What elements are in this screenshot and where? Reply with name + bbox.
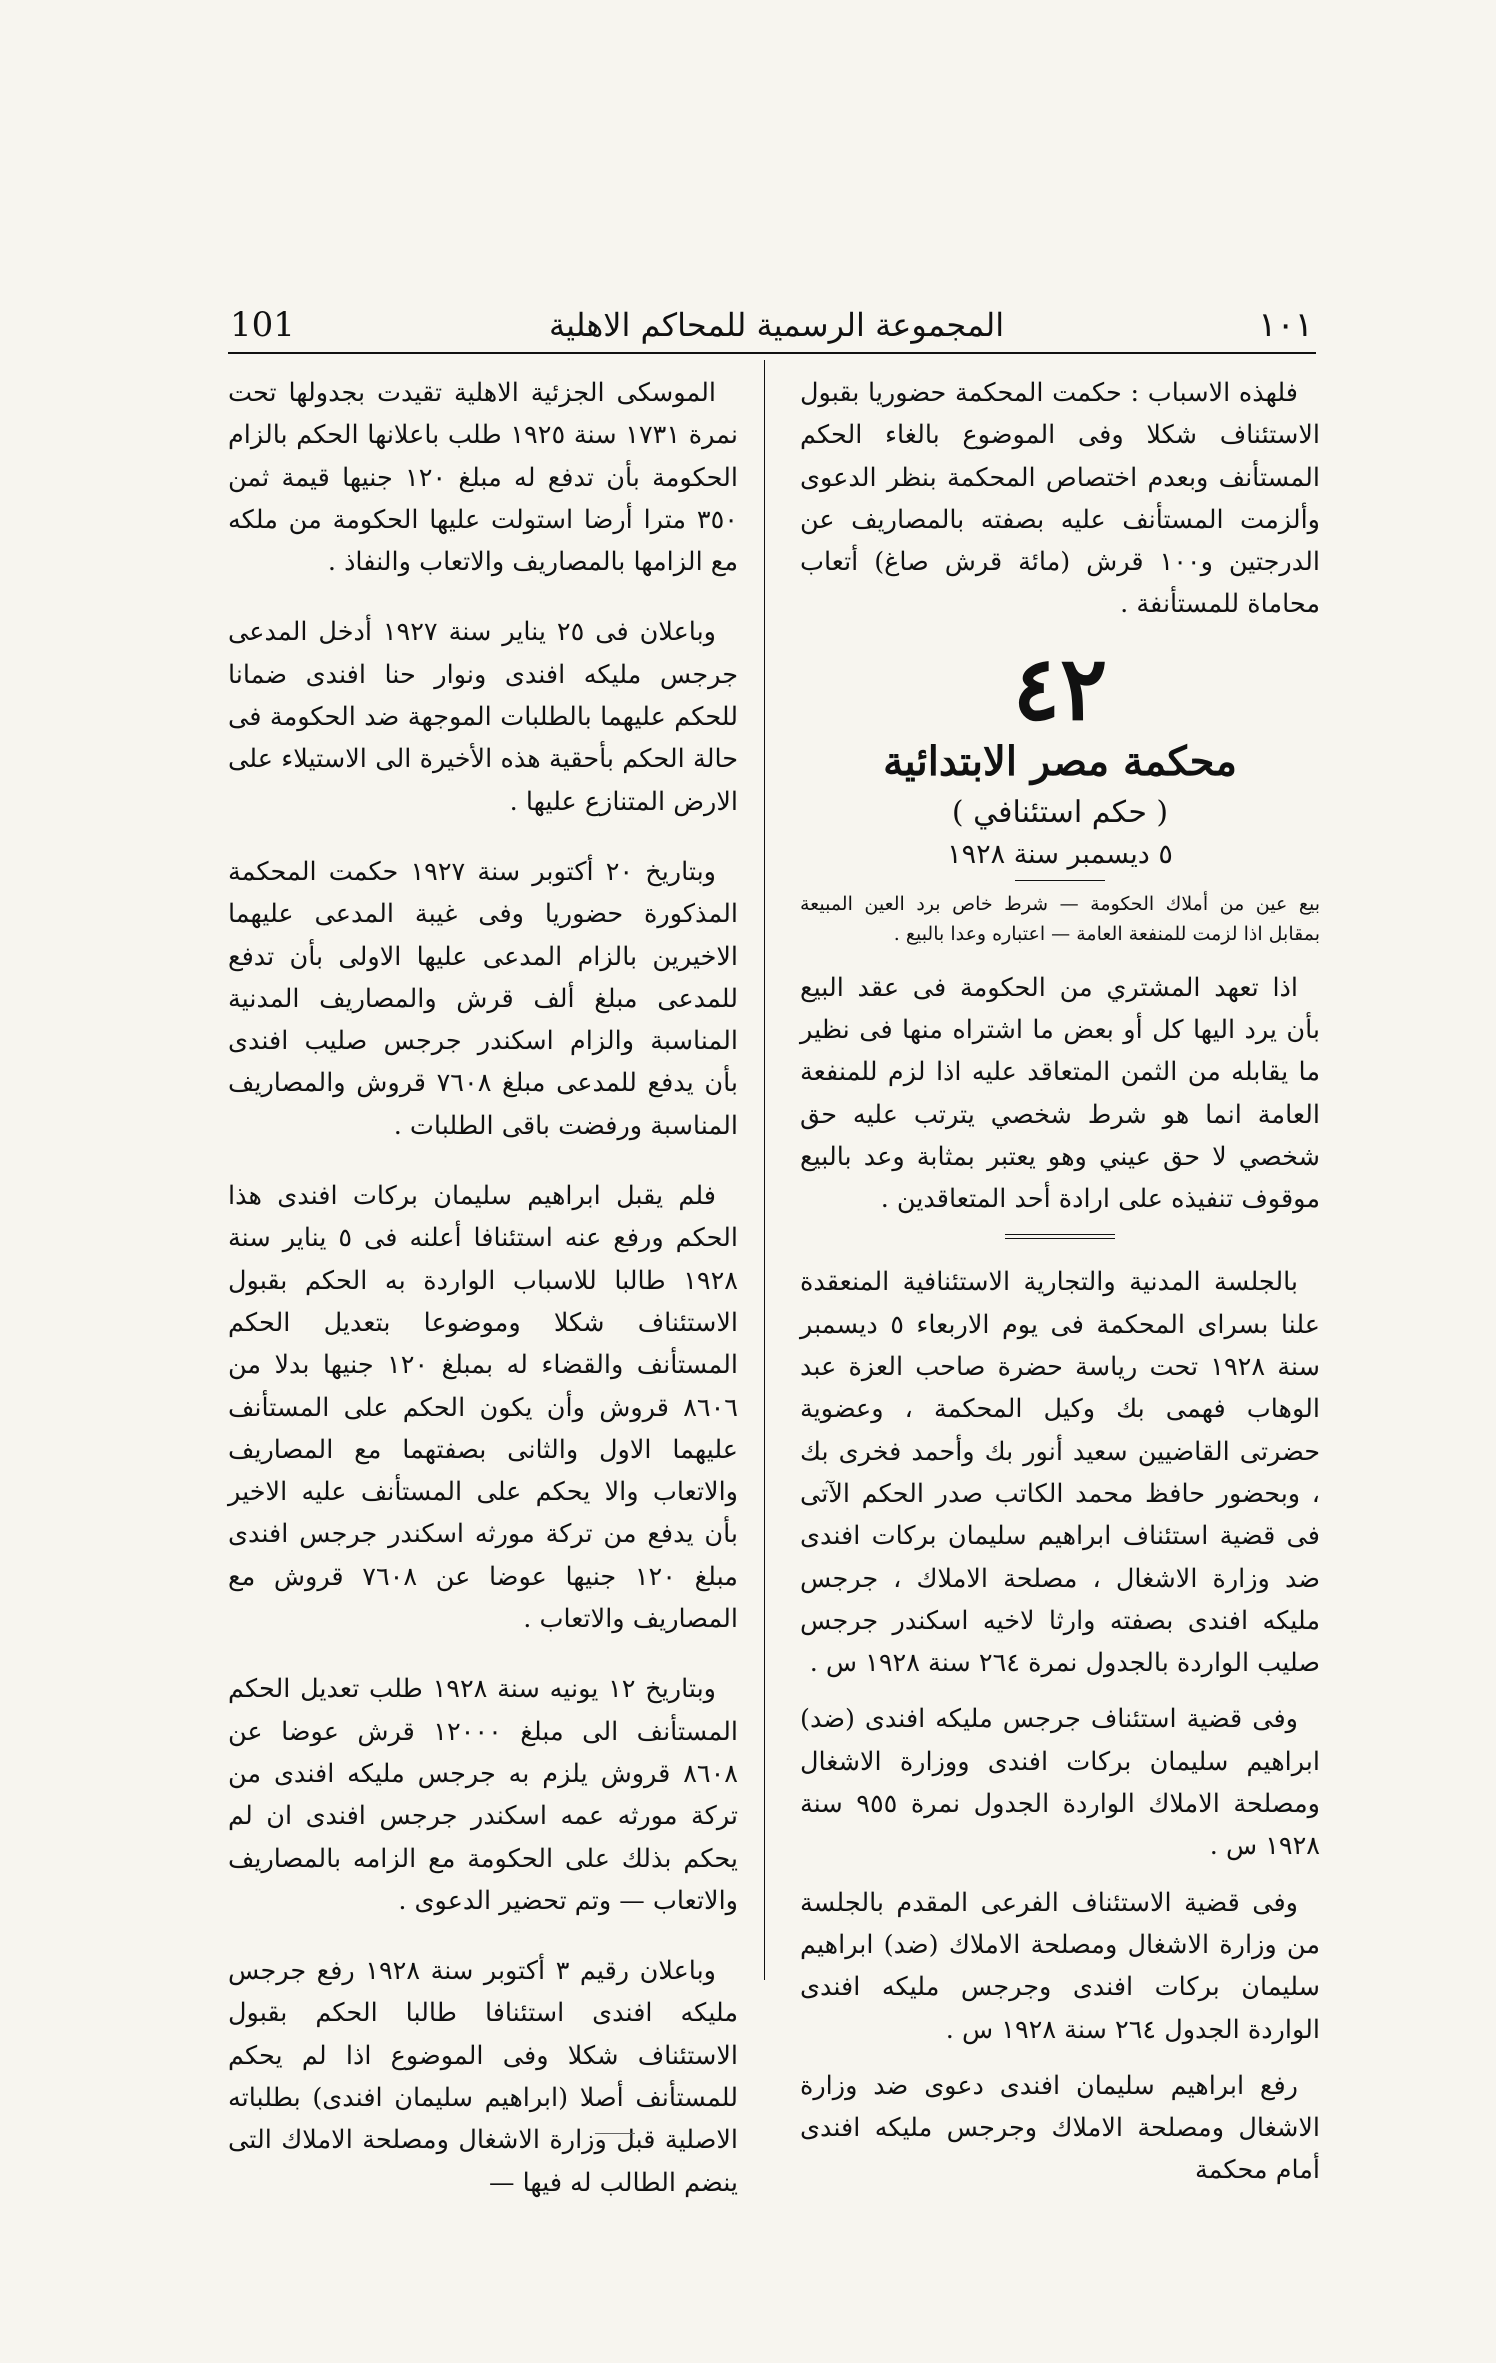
court-name: محكمة مصر الابتدائية [883, 738, 1237, 786]
facts-paragraph: رفع ابراهيم سليمان افندى دعوى ضد وزارة الاشغال ومصلحة الاملاك وجرجس مليكه افندى أمام محكمة [800, 2070, 1320, 2186]
case-paragraph-2: وفى قضية استئناف جرجس مليكه افندى (ضد) ابراهيم سليمان بركات افندى ووزارة الاشغال ومصلحة الاملاك الواردة الجدول نمرة ٩٥٥ سنة ١٩٢٨ س . [800, 1704, 1320, 1862]
left-column [228, 372, 738, 2232]
page-number-arabic: ١٠١ [1258, 305, 1313, 345]
case-number: ٤٢ [1012, 635, 1108, 740]
left-paragraph-6: وباعلان رقيم ٣ أكتوبر سنة ١٩٢٨ رفع جرجس مليكه افندى استئنافا طالبا الحكم بقبول الاستئناف شكلا وفى الموضوع اذا لم يحكم للمستأنف أصلا (ابراهيم سليمان افندى) بطلباته الاصلية قبل وزارة الاشغال ومصلحة الاملاك التى ينضم الطالب له فيها — [228, 1956, 738, 2198]
footer-mark [595, 2133, 635, 2134]
journal-title: المجموعة الرسمية للمحاكم الاهلية [548, 306, 1005, 344]
left-paragraph-2: وباعلان فى ٢٥ يناير سنة ١٩٢٧ أدخل المدعى جرجس مليكه افندى ونوار حنا افندى ضمانا للحكم عليهما بالطلبات الموجهة ضد الحكومة فى حالة الحكم بأحقية هذه الأخيرة الى الاستيلاء على الارض المتنازع عليها . [228, 617, 738, 817]
double-rule [1005, 1234, 1115, 1239]
right-column [800, 372, 1320, 2206]
page-header [230, 300, 1313, 350]
intro-paragraph: فلهذه الاسباب : حكمت المحكمة حضوريا بقبول الاستئناف شكلا وفى الموضوع بالغاء الحكم المستأنف وبعدم اختصاص المحكمة بنظر الدعوى وألزمت المستأنف عليه بصفته بالمصاريف عن الدرجتين و١٠٠ قرش (مائة قرش صاغ) أتعاب محاماة للمستأنفة . [800, 378, 1320, 620]
ruling-type: ( حكم استئنافي ) [951, 795, 1169, 831]
case-summary: بيع عين من أملاك الحكومة — شرط خاص برد العين المبيعة بمقابل اذا لزمت للمنفعة العامة — اعتباره وعدا بالبيع . [800, 892, 1320, 945]
column-divider [764, 360, 765, 1980]
case-heading [800, 635, 1320, 881]
left-paragraph-4: فلم يقبل ابراهيم سليمان بركات افندى هذا الحكم ورفع عنه استئنافا أعلنه فى ٥ يناير سنة ١٩٢٨ طالبا للاسباب الواردة به الحكم بقبول الاستئناف شكلا وموضوعا بتعديل الحكم المستأنف والقضاء له بمبلغ ١٢٠ جنيها بدلا من ٨٦٠٦ قروش وأن يكون الحكم على المستأنف عليهما الاول والثانى بصفتهما مع المصاريف والاتعاب والا يحكم على المستأنف عليه الاخير بأن يدفع من تركة مورثه اسكندر جرجس افندى مبلغ ١٢٠ جنيها عوضا عن ٧٦٠٨ قروش مع المصاريف والاتعاب . [228, 1181, 738, 1635]
header-rule [228, 352, 1316, 354]
left-paragraph-3: وبتاريخ ٢٠ أكتوبر سنة ١٩٢٧ حكمت المحكمة المذكورة حضوريا وفى غيبة المدعى عليهما الاخيرين بالزام المدعى عليها الاولى بأن تدفع للمدعى مبلغ ألف قرش والمصاريف المدنية المناسبة والزام اسكندر جرجس صليب افندى بأن يدفع للمدعى مبلغ ٧٦٠٨ قروش والمصاريف المناسبة ورفضت باقى الطلبات . [228, 856, 739, 1141]
case-paragraph-3: وفى قضية الاستئناف الفرعى المقدم بالجلسة من وزارة الاشغال ومصلحة الاملاك (ضد) ابراهيم سليمان بركات افندى وجرجس مليكه افندى الواردة الجدول ٢٦٤ سنة ١٩٢٨ س . [800, 1887, 1320, 2045]
left-paragraph-5: وبتاريخ ١٢ يونيه سنة ١٩٢٨ طلب تعديل الحكم المستأنف الى مبلغ ١٢٠٠٠ قرش عوضا عن ٨٦٠٨ قروش يلزم به جرجس مليكه افندى من تركة مورثه عمه اسكندر جرجس افندى ان لم يحكم بذلك على الحكومة مع الزامه بالمصاريف والاتعاب — وتم تحضير الدعوى . [228, 1674, 738, 1916]
page-number-latin: 101 [230, 305, 295, 345]
left-paragraph-1: الموسكى الجزئية الاهلية تقيدت بجدولها تحت نمرة ١٧٣١ سنة ١٩٢٥ طلب باعلانها الحكم بالزام الحكومة بأن تدفع له مبلغ ١٢٠ جنيها قيمة ثمن ٣٥٠ مترا أرضا استولت عليها الحكومة من ملكه مع الزامها بالمصاريف والاتعاب والنفاذ . [228, 378, 739, 578]
ruling-date: ٥ ديسمبر سنة ١٩٢٨ [947, 839, 1173, 871]
session-paragraph: بالجلسة المدنية والتجارية الاستئنافية المنعقدة علنا بسراى المحكمة فى يوم الاربعاء ٥ ديسمبر سنة ١٩٢٨ تحت رياسة حضرة صاحب العزة عبد الوهاب فهمى بك وكيل المحكمة ، وعضوية حضرتى القاضيين سعيد أنور بك وأحمد فخرى بك ، وبحضور حافظ محمد الكاتب صدر الحكم الآتى فى قضية استئناف ابراهيم سليمان بركات افندى ضد وزارة الاشغال ، مصلحة الاملاك ، جرجس مليكه افندى بصفته وارثا لاخيه اسكندر جرجس صليب الواردة بالجدول نمرة ٢٦٤ سنة ١٩٢٨ س . [800, 1267, 1320, 1679]
section-rule [1015, 880, 1105, 881]
legal-principle: اذا تعهد المشتري من الحكومة فى عقد البيع بأن يرد اليها كل أو بعض ما اشتراه منها فى نظير ما يقابله من الثمن المتعاقد عليه اذا لزم للمنفعة العامة انما هو شرط شخصي يترتب عليه حق شخصي لا حق عيني وهو يعتبر بمثابة وعد بالبيع موقوف تنفيذه على ارادة أحد المتعاقدين . [800, 972, 1320, 1215]
